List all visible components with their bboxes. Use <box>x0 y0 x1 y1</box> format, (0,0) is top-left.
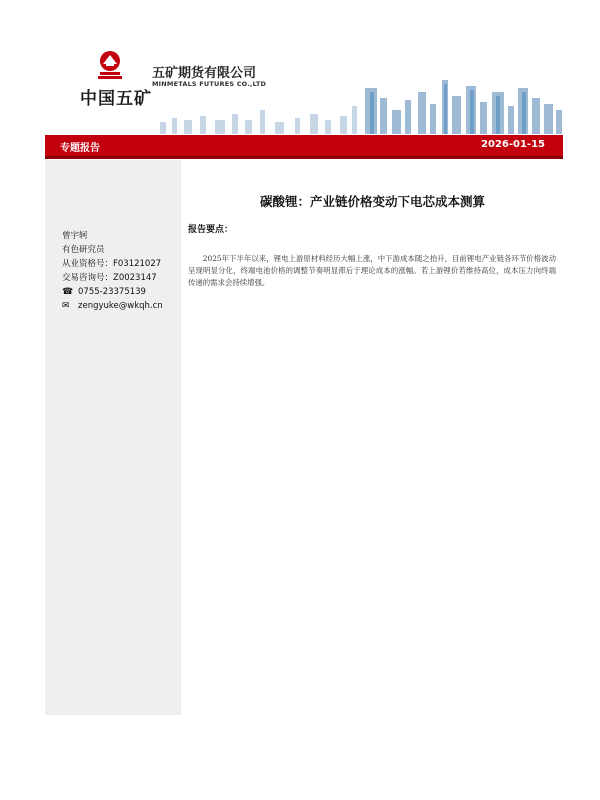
report-title: 碳酸锂：产业链价格变动下电芯成本测算 <box>259 194 485 209</box>
city-skyline-image <box>120 70 565 134</box>
section-label: 报告要点： <box>188 225 234 235</box>
report-banner <box>45 135 563 159</box>
analyst-email[interactable]: zengyuke@wkqh.cn <box>78 301 163 311</box>
report-date: 2026-01-15 <box>481 139 545 150</box>
phone-icon: ☎ <box>62 287 74 297</box>
company-name-en: MINMETALS FUTURES CO.,LTD <box>152 80 267 88</box>
analyst-sidebar <box>45 160 181 715</box>
analyst-phone-row <box>62 285 163 299</box>
report-summary: 2025年下半年以来，锂电上游原材料经历大幅上涨，中下游成本随之抬升，目前锂电产业链各环节价格波动呈现明显分化，终端电池价格的调整节奏明显滞后于理论成本的涨幅。若上游锂价若维持高位，成本压力向终端传递的需求会持续增强。 <box>188 254 556 288</box>
report-type-label: 专题报告 <box>60 143 100 154</box>
analyst-role: 有色研究员 <box>62 245 105 255</box>
analyst-name: 曾宇轲 <box>62 231 88 241</box>
analyst-consult-number: 交易咨询号：Z0023147 <box>62 273 157 283</box>
company-name-cn: 五矿期货有限公司 <box>152 66 257 81</box>
brand-name: 中国五矿 <box>80 89 152 109</box>
analyst-phone: 0755-23375139 <box>78 287 146 297</box>
analyst-email-row <box>62 299 163 313</box>
analyst-license: 从业资格号：F03121027 <box>62 259 162 269</box>
analyst-info <box>62 229 163 313</box>
mail-icon: ✉ <box>62 301 70 311</box>
